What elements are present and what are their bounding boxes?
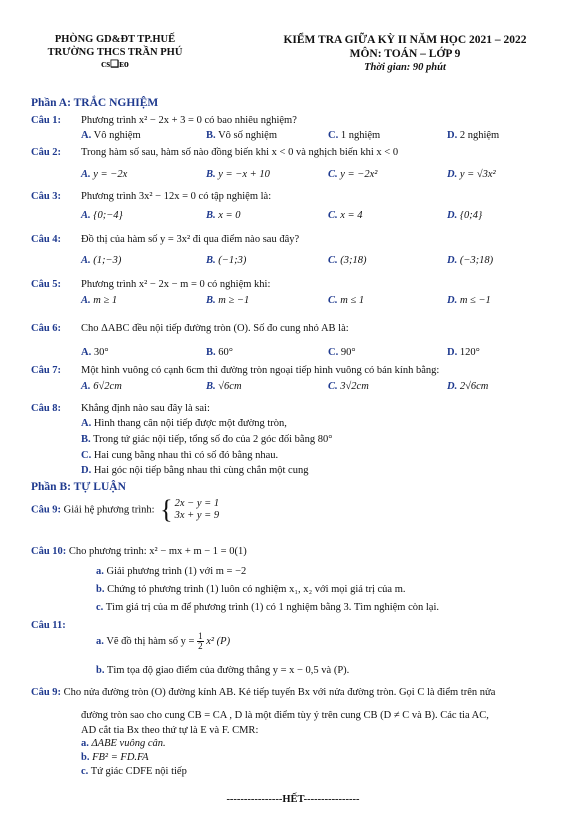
option-text: √6cm xyxy=(218,381,242,392)
option-text: m ≤ 1 xyxy=(340,295,365,306)
option-text: 2 nghiệm xyxy=(459,130,500,141)
option-text: 1 nghiệm xyxy=(340,130,381,141)
sub-text: FB² = FD.FA xyxy=(92,752,149,763)
option-letter: A. xyxy=(81,255,91,266)
option xyxy=(328,129,380,142)
question-number: Câu 5: xyxy=(31,279,62,290)
question-10 xyxy=(31,545,247,558)
option xyxy=(206,209,241,222)
option-letter: C. xyxy=(328,347,339,358)
option-text: {0;4} xyxy=(459,210,483,221)
denominator: 2 xyxy=(198,641,203,651)
option xyxy=(328,168,377,181)
subquestion-a xyxy=(96,632,230,651)
option xyxy=(81,168,127,181)
option-text: Vô số nghiệm xyxy=(218,130,277,141)
option xyxy=(81,449,278,462)
sub-letter: b. xyxy=(96,584,105,595)
option xyxy=(81,129,141,142)
question-text: Trong hàm số sau, hàm số nào đồng biến khi x < 0 và nghịch biến khi x < 0 xyxy=(81,147,399,158)
option-text: 120° xyxy=(459,347,480,358)
option-letter: D. xyxy=(447,255,458,266)
question-text: Phương trình x² − 2x − m = 0 có nghiệm khi: xyxy=(81,279,271,290)
question-text: Đồ thị của hàm số y = 3x² đi qua điểm nào sau đây? xyxy=(81,234,300,245)
brace-icon: { xyxy=(160,495,173,524)
question-number: Câu 6: xyxy=(31,323,62,334)
subquestion-b xyxy=(96,583,406,596)
option-letter: B. xyxy=(206,169,216,180)
option xyxy=(328,294,364,307)
option xyxy=(81,417,287,430)
option xyxy=(328,254,367,267)
question-geometry xyxy=(31,686,495,699)
option-text: y = −2x xyxy=(93,169,128,180)
question-9 xyxy=(31,497,219,523)
option xyxy=(328,209,363,222)
option-text: y = −2x² xyxy=(340,169,378,180)
option-text: x = 4 xyxy=(340,210,363,221)
sub-text: Tìm tọa độ giao điểm của đường thẳng y = x − 0,5 và (P). xyxy=(106,665,350,676)
question-number: Câu 8: xyxy=(31,403,62,414)
sub-letter: c. xyxy=(96,602,104,613)
question-number: Câu 11: xyxy=(31,620,66,631)
option-letter: A. xyxy=(81,169,91,180)
question-text: Phương trình x² − 2x + 3 = 0 có bao nhiêu nghiệm? xyxy=(81,115,297,126)
question-number: Câu 1: xyxy=(31,115,62,126)
school-ornament: ᴄs❑ᴇo xyxy=(101,59,129,70)
option-letter: D. xyxy=(81,465,92,476)
option-letter: D. xyxy=(447,381,458,392)
question-number: Câu 2: xyxy=(31,147,62,158)
option-text: (−3;18) xyxy=(459,255,494,266)
part-b-title: Phần B: TỰ LUẬN xyxy=(31,481,126,493)
option xyxy=(206,380,242,393)
subquestion-a xyxy=(81,737,166,750)
option-letter: C. xyxy=(328,381,338,392)
option-letter: D. xyxy=(447,295,458,306)
option-text: Trong tứ giác nội tiếp, tổng số đo của 2 góc đối bằng 80° xyxy=(93,434,333,445)
option-letter: D. xyxy=(447,347,458,358)
option-letter: B. xyxy=(206,130,216,141)
option xyxy=(81,464,308,477)
option xyxy=(447,168,496,181)
option-letter: C. xyxy=(328,295,338,306)
option-letter: D. xyxy=(447,169,458,180)
option-text: 6√2cm xyxy=(93,381,122,392)
option xyxy=(206,346,233,359)
option xyxy=(81,209,123,222)
option-text: 30° xyxy=(93,347,109,358)
option-letter: B. xyxy=(206,255,216,266)
equation-system xyxy=(173,498,220,522)
option-letter: A. xyxy=(81,210,91,221)
option xyxy=(81,346,109,359)
option-letter: A. xyxy=(81,418,92,429)
option xyxy=(447,129,499,142)
exam-title: KIỂM TRA GIỮA KỲ II NĂM HỌC 2021 – 2022 xyxy=(283,34,527,46)
question-number: Câu 4: xyxy=(31,234,62,245)
option-letter: B. xyxy=(206,381,216,392)
option-text: m ≥ −1 xyxy=(218,295,250,306)
option-text: {0;−4} xyxy=(93,210,123,221)
option-letter: C. xyxy=(328,210,338,221)
option-text: 3√2cm xyxy=(340,381,369,392)
question-number: Câu 9: xyxy=(31,687,62,698)
question-text: Cho ΔABC đều nội tiếp đường tròn (O). Số đo cung nhỏ AB là: xyxy=(81,323,349,334)
question-text: Cho phương trình: x² − mx + m − 1 = 0(1) xyxy=(68,546,247,557)
question-number: Câu 10: xyxy=(31,546,67,557)
question-text-line2: đường tròn sao cho cung CB = CA , D là một điểm tùy ý trên cung CB (D ≠ C và B). Các tia AC, xyxy=(81,710,489,721)
option-letter: C. xyxy=(81,450,92,461)
sub-text: Vẽ đồ thị hàm số y = xyxy=(106,635,195,647)
option xyxy=(206,129,277,142)
option-text: y = √3x² xyxy=(459,169,496,180)
option-text: 60° xyxy=(218,347,233,358)
option xyxy=(328,380,369,393)
subquestion-c xyxy=(81,765,187,778)
sub-text: Giải phương trình (1) với m = −2 xyxy=(106,566,247,577)
option-text: 90° xyxy=(340,347,356,358)
question-text: Khẳng định nào sau đây là sai: xyxy=(81,403,210,414)
school-name: TRƯỜNG THCS TRẦN PHÚ xyxy=(47,47,183,58)
option-letter: A. xyxy=(81,295,91,306)
option xyxy=(81,254,121,267)
numerator: 1 xyxy=(198,631,203,641)
option xyxy=(206,168,270,181)
option xyxy=(447,346,480,359)
question-number: Câu 3: xyxy=(31,191,62,202)
sub-text-suffix: x² (P) xyxy=(206,635,231,647)
option-text: m ≥ 1 xyxy=(93,295,118,306)
subquestion-a xyxy=(96,565,246,578)
option-text: 2√6cm xyxy=(459,381,489,392)
option xyxy=(81,433,332,446)
option-letter: A. xyxy=(81,347,92,358)
option xyxy=(328,346,356,359)
option-text: x = 0 xyxy=(218,210,241,221)
option xyxy=(447,380,488,393)
sub-letter: a. xyxy=(96,635,104,647)
fraction xyxy=(197,632,204,651)
end-marker: ----------------HẾT---------------- xyxy=(226,794,360,805)
option-letter: B. xyxy=(206,295,216,306)
sub-letter: a. xyxy=(81,738,89,749)
option xyxy=(81,380,122,393)
question-text: Giải hệ phương trình: xyxy=(63,504,155,516)
subquestion-b xyxy=(96,664,349,677)
option-text: (3;18) xyxy=(340,255,367,266)
subquestion-c xyxy=(96,601,439,614)
duration: Thời gian: 90 phút xyxy=(364,62,446,73)
option-letter: D. xyxy=(447,210,458,221)
option xyxy=(81,294,117,307)
sub-letter: b. xyxy=(81,752,90,763)
option-text: Hình thang cân nội tiếp được một đường tròn, xyxy=(93,418,287,429)
question-text-line3: AD cắt tia Bx theo thứ tự là E và F. CMR: xyxy=(81,725,259,736)
option-text: Hai cung bằng nhau thì có số đó bằng nhau. xyxy=(93,450,279,461)
option xyxy=(206,254,246,267)
sub-letter: c. xyxy=(81,766,89,777)
sub-text: Chứng tỏ phương trình (1) luôn có nghiệm x₁, x₂ với mọi giá trị của m. xyxy=(107,584,406,595)
question-number: Câu 9: xyxy=(31,504,62,516)
sub-letter: a. xyxy=(96,566,104,577)
dept-name: PHÒNG GD&ĐT TP.HUẾ xyxy=(54,34,176,45)
option-text: (−1;3) xyxy=(218,255,247,266)
question-text: Một hình vuông có cạnh 6cm thì đường tròn ngoại tiếp hình vuông có bán kính bằng: xyxy=(81,365,440,376)
option-letter: B. xyxy=(206,347,216,358)
subject: MÔN: TOÁN – LỚP 9 xyxy=(349,48,461,60)
option xyxy=(447,254,493,267)
option-text: Hai góc nội tiếp bằng nhau thì cùng chắn một cung xyxy=(93,465,309,476)
option-text: (1;−3) xyxy=(93,255,122,266)
equation-2: 3x + y = 9 xyxy=(174,510,220,521)
option xyxy=(447,209,482,222)
sub-text: Tìm giá trị của m để phương trình (1) có 1 nghiệm bằng 3. Tìm nghiệm còn lại. xyxy=(105,602,440,613)
option-letter: C. xyxy=(328,255,338,266)
option-letter: B. xyxy=(81,434,91,445)
sub-text: ΔABE vuông cân. xyxy=(91,738,166,749)
option-letter: A. xyxy=(81,381,91,392)
sub-text: Tứ giác CDFE nội tiếp xyxy=(90,766,187,777)
option-letter: A. xyxy=(81,130,92,141)
option-letter: D. xyxy=(447,130,458,141)
option-letter: C. xyxy=(328,130,339,141)
option-letter: B. xyxy=(206,210,216,221)
option-letter: C. xyxy=(328,169,338,180)
part-a-title: Phần A: TRẮC NGHIỆM xyxy=(31,97,159,109)
question-text: Phương trình 3x² − 12x = 0 có tập nghiệm là: xyxy=(81,191,272,202)
option-text: m ≤ −1 xyxy=(459,295,491,306)
equation-1: 2x − y = 1 xyxy=(174,497,220,509)
sub-letter: b. xyxy=(96,665,105,676)
option xyxy=(447,294,491,307)
subquestion-b xyxy=(81,751,149,764)
option xyxy=(206,294,249,307)
option-text: y = −x + 10 xyxy=(218,169,270,180)
question-number: Câu 7: xyxy=(31,365,62,376)
question-text: Cho nửa đường tròn (O) đường kính AB. Kẻ tiếp tuyến Bx với nửa đường tròn. Gọi C là điểm trên nửa xyxy=(63,687,496,698)
option-text: Vô nghiệm xyxy=(93,130,141,141)
